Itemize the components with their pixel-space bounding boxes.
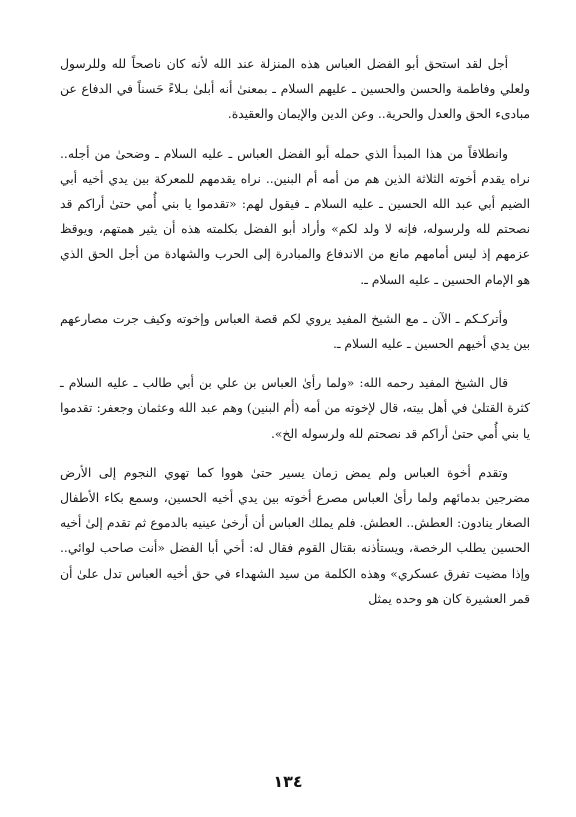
- body-text: [60, 52, 530, 612]
- paragraph-3: وأتركـكم ـ الآن ـ مع الشيخ المفيد يروي لكم قصة العباس وإخوته وكيف جرت مصارعهم بين يدي أخيهم الحسين ـ عليه السلام ـ.: [60, 311, 530, 352]
- page-number: ١٣٤: [273, 772, 303, 791]
- paragraph-5: وتقدم أخوة العباس ولم يمض زمان يسير حتىٰ هووا كما تهوي النجوم إلى الأرض مضرجين بدمائهم ولما رأىٰ العباس مصرع أخوته بين يدي أخيه الحسين، وسمع بكاء الأطفال الصغار ينادون: العطش.. العطش. فلم يملك العباس أن أرخىٰ عينيه بالدموع ثم تقدم إلىٰ أخيه الحسين يطلب الرخصة، ويستأذنه بقتال القوم فقال له: أخي أبا الفضل «أنت صاحب لوائي.. وإذا مضيت تفرق عسكري» وهذه الكلمة من سيد الشهداء في حق أخيه العباس تدل علىٰ أن قمر العشيرة كان هو وحده يمثل: [60, 465, 530, 606]
- paragraph-1: أجل لقد استحق أبو الفضل العباس هذه المنزلة عند الله لأنه كان ناصحاً لله وللرسول ولعلي وفاطمة والحسن والحسين ـ عليهم السلام ـ بمعنىٰ أنه أبلىٰ بـلاءً حَسناً في الدفاع عن مبادىء الحق والعدل والحرية.. وعن الدين والإيمان والعقيدة.: [60, 57, 530, 122]
- paragraph-2: وانطلاقاً من هذا المبدأ الذي حمله أبو الفضل العباس ـ عليه السلام ـ وضحىٰ من أجله.. نراه يقدم أخوته الثلاثة الذين هم من أمه أم البنين.. نراه يقدمهم للمعركة بين يدي أخيه أبي الضيم أبي عبد الله الحسين ـ عليه السلام ـ فيقول لهم: «تقدموا يا بني أُمي حتىٰ أراكم قد نصحتم لله ولرسوله، فإنه لا ولد لكم» وأراد أبو الفضل بكلمته هذه أن يثير همتهم، ويوقظ عزمهم إذ ليس أمامهم مانع من الاندفاع والمبادرة إلى الحرب والشهادة من أجل الحق الذي هو الإمام الحسين ـ عليه السلام ـ.: [60, 146, 530, 287]
- paragraph-4: قال الشيخ المفيد رحمه الله: «ولما رأىٰ العباس بن علي بن أبي طالب ـ عليه السلام ـ كثرة القتلىٰ في أهل بيته، قال لإخوته من أمه (أم البنين) وهم عبد الله وعثمان وجعفر: تقدموا يا بني أُمي حتىٰ أراكم قد نصحتم لله ولرسوله الخ».: [60, 376, 530, 441]
